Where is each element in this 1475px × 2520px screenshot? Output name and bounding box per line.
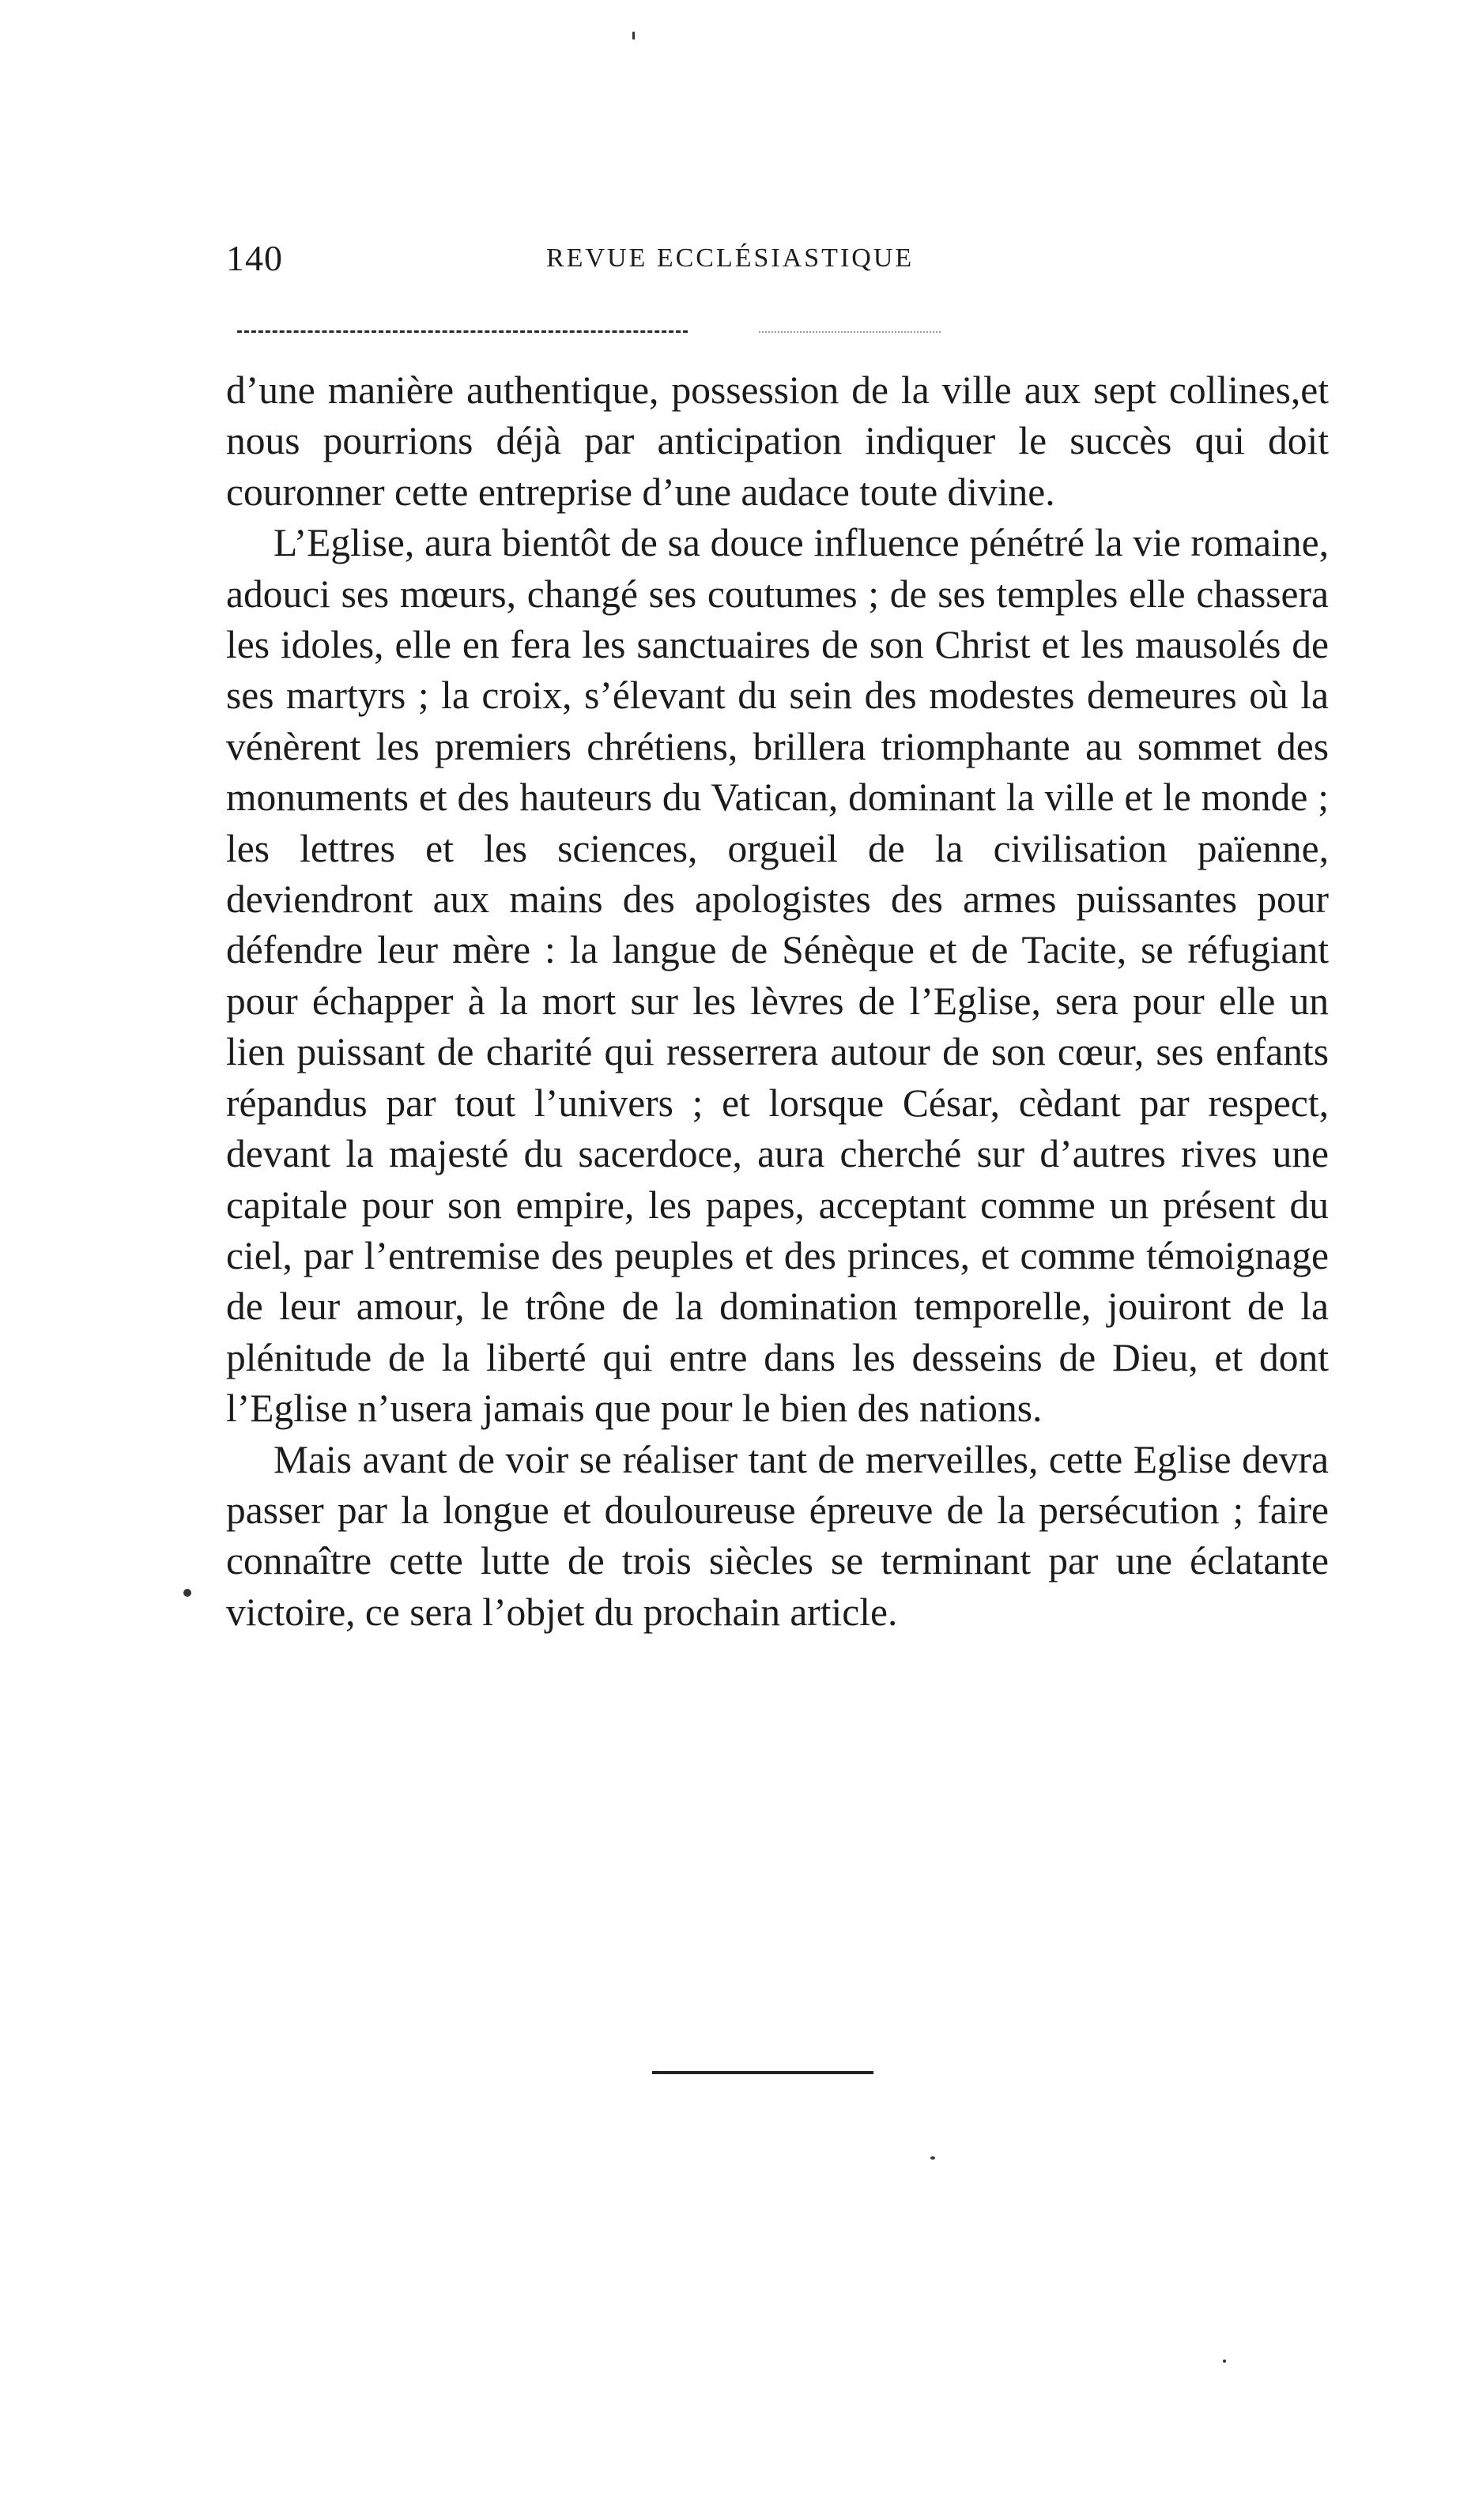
ink-speck [183,1589,191,1597]
paragraph-1: d’une manière authentique, possession de la ville aux sept collines,et nous pourrions déjà par anticipation indiquer le succès qui doit couronner cette entreprise d’une audace toute divine. [226,368,1329,514]
page-number: 140 [226,238,283,278]
ink-speck [1223,2360,1226,2363]
paragraph-3: Mais avant de voir se réaliser tant de merveilles, cette Eglise devra passer par la longue et douloureuse épreuve de la persécution ; faire connaître cette lutte de trois siècles se terminant par une éclatante victoire, ce sera l’objet du prochain article. [226,1437,1329,1634]
body-text [226,365,1329,1638]
paragraph-2: L’Eglise, aura bientôt de sa douce influence pénétré la vie romaine, adouci ses mœurs, changé ses coutumes ; de ses temples elle chassera les idoles, elle en fera les sanctuaires de son Christ et les mausolés de ses martyrs ; la croix, s’élevant du sein des modestes demeures où la vénèrent les premiers chrétiens, brillera triomphante au sommet des monuments et des hauteurs du Vatican, dominant la ville et le monde ; les lettres et les sciences, orgueil de la civilisation païenne, deviendront aux mains des apologistes des armes puissantes pour défendre leur mère : la langue de Sénèque et de Tacite, se réfugiant pour échapper à la mort sur les lèvres de l’Eglise, sera pour elle un lien puissant de charité qui resserrera autour de son cœur, ses enfants répandus par tout l’univers ; et lorsque César, cèdant par respect, devant la majesté du sacerdoce, aura cherché sur d’autres rives une capitale pour son empire, les papes, acceptant comme un présent du ciel, par l’entremise des peuples et des princes, et comme témoignage de leur amour, le trône de la domination temporelle, jouiront de la plénitude de la liberté qui entre dans les desseins de Dieu, et dont l’Eglise n’usera jamais que pour le bien des nations. [226,521,1329,1431]
running-title: REVUE ECCLÉSIASTIQUE [546,243,915,273]
header-rule [237,330,688,333]
page-header [226,237,1329,285]
end-of-article-rule [652,2071,873,2074]
header-rule-faint [759,331,941,333]
ink-speck [930,2156,935,2160]
ink-speck [632,32,635,40]
